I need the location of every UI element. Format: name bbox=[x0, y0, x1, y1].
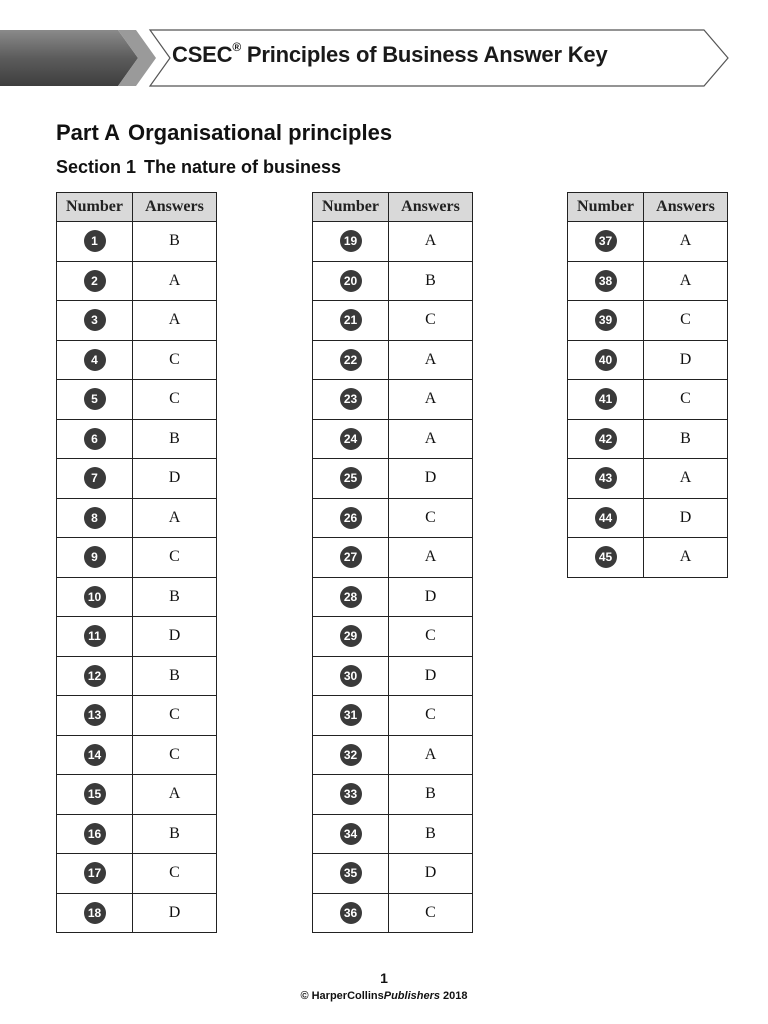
table-header-row bbox=[568, 193, 728, 222]
answer-cell: A bbox=[389, 222, 473, 262]
table-row bbox=[313, 656, 473, 696]
question-number-cell bbox=[57, 301, 133, 341]
question-number-badge: 16 bbox=[84, 823, 106, 845]
question-number-cell bbox=[313, 340, 389, 380]
table-row bbox=[313, 222, 473, 262]
table-row bbox=[57, 340, 217, 380]
question-number-badge: 30 bbox=[340, 665, 362, 687]
question-number-cell bbox=[313, 577, 389, 617]
table-row bbox=[313, 459, 473, 499]
copyright: © HarperCollinsPublishers 2018 bbox=[300, 990, 468, 1002]
table-row bbox=[568, 538, 728, 578]
answer-cell: A bbox=[133, 261, 217, 301]
question-number-cell bbox=[57, 459, 133, 499]
question-number-cell bbox=[313, 301, 389, 341]
table-row bbox=[57, 380, 217, 420]
column-header-number: Number bbox=[57, 193, 133, 222]
answer-cell: A bbox=[644, 261, 728, 301]
answer-table-1 bbox=[56, 192, 217, 933]
table-row bbox=[568, 261, 728, 301]
answer-cell: C bbox=[389, 617, 473, 657]
answer-cell: C bbox=[389, 301, 473, 341]
table-row bbox=[313, 696, 473, 736]
answer-cell: B bbox=[644, 419, 728, 459]
question-number-badge: 11 bbox=[84, 625, 106, 647]
question-number-cell bbox=[57, 538, 133, 578]
answer-cell: A bbox=[389, 380, 473, 420]
question-number-badge: 23 bbox=[340, 388, 362, 410]
part-heading bbox=[56, 120, 400, 146]
table-row bbox=[313, 814, 473, 854]
question-number-cell bbox=[313, 538, 389, 578]
question-number-cell bbox=[313, 459, 389, 499]
question-number-badge: 32 bbox=[340, 744, 362, 766]
question-number-cell bbox=[313, 735, 389, 775]
question-number-cell bbox=[57, 419, 133, 459]
table-row bbox=[313, 380, 473, 420]
question-number-badge: 15 bbox=[84, 783, 106, 805]
table-row bbox=[568, 498, 728, 538]
question-number-cell bbox=[568, 261, 644, 301]
table-row bbox=[57, 696, 217, 736]
answer-table-3 bbox=[567, 192, 728, 578]
question-number-cell bbox=[568, 340, 644, 380]
answer-cell: D bbox=[644, 498, 728, 538]
answer-cell: C bbox=[133, 380, 217, 420]
answer-cell: C bbox=[389, 498, 473, 538]
question-number-badge: 26 bbox=[340, 507, 362, 529]
question-number-cell bbox=[313, 617, 389, 657]
answer-cell: C bbox=[133, 538, 217, 578]
question-number-badge: 43 bbox=[595, 467, 617, 489]
question-number-badge: 6 bbox=[84, 428, 106, 450]
answer-cell: B bbox=[133, 577, 217, 617]
question-number-cell bbox=[313, 380, 389, 420]
question-number-cell bbox=[568, 380, 644, 420]
question-number-cell bbox=[313, 775, 389, 815]
table-row bbox=[313, 419, 473, 459]
table-row bbox=[568, 340, 728, 380]
question-number-cell bbox=[57, 617, 133, 657]
question-number-cell bbox=[313, 893, 389, 933]
answer-cell: D bbox=[133, 893, 217, 933]
question-number-badge: 37 bbox=[595, 230, 617, 252]
question-number-badge: 36 bbox=[340, 902, 362, 924]
table-row bbox=[57, 222, 217, 262]
question-number-badge: 7 bbox=[84, 467, 106, 489]
question-number-badge: 25 bbox=[340, 467, 362, 489]
answer-cell: A bbox=[644, 222, 728, 262]
column-header-number: Number bbox=[313, 193, 389, 222]
table-row bbox=[313, 340, 473, 380]
table-row bbox=[57, 854, 217, 894]
question-number-badge: 24 bbox=[340, 428, 362, 450]
table-row bbox=[57, 814, 217, 854]
answer-cell: C bbox=[644, 380, 728, 420]
column-header-answers: Answers bbox=[133, 193, 217, 222]
answer-cell: D bbox=[133, 459, 217, 499]
table-row bbox=[57, 775, 217, 815]
question-number-cell bbox=[313, 498, 389, 538]
question-number-badge: 20 bbox=[340, 270, 362, 292]
table-header-row bbox=[57, 193, 217, 222]
table-row bbox=[568, 222, 728, 262]
question-number-cell bbox=[313, 696, 389, 736]
page-number: 1 bbox=[380, 970, 388, 986]
section-label: Section 1 bbox=[56, 157, 137, 177]
question-number-cell bbox=[57, 656, 133, 696]
question-number-cell bbox=[57, 380, 133, 420]
table-row bbox=[313, 735, 473, 775]
question-number-badge: 35 bbox=[340, 862, 362, 884]
part-title: Organisational principles bbox=[127, 120, 393, 145]
answer-cell: B bbox=[389, 261, 473, 301]
question-number-cell bbox=[313, 854, 389, 894]
column-header-answers: Answers bbox=[389, 193, 473, 222]
table-row bbox=[313, 301, 473, 341]
column-header-answers: Answers bbox=[644, 193, 728, 222]
answer-cell: A bbox=[133, 498, 217, 538]
question-number-cell bbox=[568, 498, 644, 538]
question-number-cell bbox=[313, 656, 389, 696]
answer-cell: B bbox=[133, 419, 217, 459]
answer-cell: A bbox=[644, 538, 728, 578]
question-number-cell bbox=[57, 735, 133, 775]
question-number-cell bbox=[57, 498, 133, 538]
table-row bbox=[57, 617, 217, 657]
question-number-badge: 44 bbox=[595, 507, 617, 529]
question-number-cell bbox=[313, 261, 389, 301]
answer-table-2 bbox=[312, 192, 473, 933]
answer-cell: C bbox=[389, 893, 473, 933]
question-number-badge: 28 bbox=[340, 586, 362, 608]
question-number-cell bbox=[57, 577, 133, 617]
question-number-badge: 3 bbox=[84, 309, 106, 331]
answer-cell: C bbox=[133, 696, 217, 736]
answer-cell: D bbox=[133, 617, 217, 657]
answer-cell: C bbox=[389, 696, 473, 736]
table-row bbox=[313, 893, 473, 933]
table-row bbox=[313, 538, 473, 578]
question-number-cell bbox=[568, 222, 644, 262]
question-number-cell bbox=[57, 340, 133, 380]
table-row bbox=[568, 380, 728, 420]
table-row bbox=[57, 735, 217, 775]
question-number-cell bbox=[57, 222, 133, 262]
table-row bbox=[313, 854, 473, 894]
answer-cell: A bbox=[389, 340, 473, 380]
question-number-badge: 29 bbox=[340, 625, 362, 647]
question-number-badge: 1 bbox=[84, 230, 106, 252]
question-number-badge: 45 bbox=[595, 546, 617, 568]
question-number-badge: 14 bbox=[84, 744, 106, 766]
table-row bbox=[313, 498, 473, 538]
question-number-cell bbox=[57, 696, 133, 736]
question-number-badge: 42 bbox=[595, 428, 617, 450]
answer-cell: B bbox=[133, 814, 217, 854]
table-header-row bbox=[313, 193, 473, 222]
answer-cell: C bbox=[133, 340, 217, 380]
table-row bbox=[57, 577, 217, 617]
question-number-cell bbox=[313, 222, 389, 262]
question-number-badge: 38 bbox=[595, 270, 617, 292]
answer-cell: D bbox=[389, 854, 473, 894]
table-row bbox=[568, 459, 728, 499]
table-row bbox=[568, 301, 728, 341]
column-header-number: Number bbox=[568, 193, 644, 222]
question-number-cell bbox=[568, 301, 644, 341]
answer-cell: A bbox=[389, 419, 473, 459]
question-number-cell bbox=[568, 419, 644, 459]
question-number-badge: 22 bbox=[340, 349, 362, 371]
table-row bbox=[57, 261, 217, 301]
question-number-badge: 17 bbox=[84, 862, 106, 884]
table-row bbox=[313, 577, 473, 617]
question-number-badge: 18 bbox=[84, 902, 106, 924]
section-heading bbox=[56, 157, 349, 178]
table-row bbox=[57, 656, 217, 696]
question-number-cell bbox=[57, 775, 133, 815]
answer-cell: D bbox=[389, 656, 473, 696]
question-number-cell bbox=[568, 459, 644, 499]
question-number-badge: 19 bbox=[340, 230, 362, 252]
answer-cell: C bbox=[644, 301, 728, 341]
question-number-badge: 12 bbox=[84, 665, 106, 687]
part-label: Part A bbox=[56, 120, 120, 145]
header-banner bbox=[0, 28, 768, 88]
question-number-badge: 5 bbox=[84, 388, 106, 410]
answer-cell: C bbox=[133, 735, 217, 775]
question-number-cell bbox=[57, 261, 133, 301]
question-number-badge: 21 bbox=[340, 309, 362, 331]
question-number-cell bbox=[568, 538, 644, 578]
question-number-badge: 31 bbox=[340, 704, 362, 726]
table-row bbox=[313, 261, 473, 301]
question-number-cell bbox=[57, 893, 133, 933]
question-number-badge: 13 bbox=[84, 704, 106, 726]
answer-cell: B bbox=[133, 222, 217, 262]
question-number-cell bbox=[313, 419, 389, 459]
table-row bbox=[313, 775, 473, 815]
question-number-badge: 9 bbox=[84, 546, 106, 568]
answer-cell: A bbox=[133, 301, 217, 341]
question-number-cell bbox=[57, 814, 133, 854]
section-title: The nature of business bbox=[144, 157, 342, 177]
answer-cell: A bbox=[133, 775, 217, 815]
answer-cell: C bbox=[133, 854, 217, 894]
table-row bbox=[57, 419, 217, 459]
answer-cell: D bbox=[389, 577, 473, 617]
question-number-badge: 10 bbox=[84, 586, 106, 608]
question-number-badge: 39 bbox=[595, 309, 617, 331]
table-row bbox=[57, 301, 217, 341]
question-number-badge: 33 bbox=[340, 783, 362, 805]
question-number-badge: 27 bbox=[340, 546, 362, 568]
table-row bbox=[57, 498, 217, 538]
table-row bbox=[57, 893, 217, 933]
question-number-badge: 4 bbox=[84, 349, 106, 371]
question-number-badge: 2 bbox=[84, 270, 106, 292]
question-number-badge: 40 bbox=[595, 349, 617, 371]
table-row bbox=[313, 617, 473, 657]
table-row bbox=[568, 419, 728, 459]
question-number-badge: 8 bbox=[84, 507, 106, 529]
question-number-cell bbox=[313, 814, 389, 854]
answer-cell: A bbox=[389, 735, 473, 775]
answer-cell: B bbox=[389, 775, 473, 815]
answer-cell: D bbox=[389, 459, 473, 499]
table-row bbox=[57, 459, 217, 499]
answer-cell: A bbox=[644, 459, 728, 499]
question-number-cell bbox=[57, 854, 133, 894]
answer-cell: B bbox=[389, 814, 473, 854]
answer-cell: B bbox=[133, 656, 217, 696]
answer-cell: D bbox=[644, 340, 728, 380]
table-row bbox=[57, 538, 217, 578]
question-number-badge: 41 bbox=[595, 388, 617, 410]
question-number-badge: 34 bbox=[340, 823, 362, 845]
page-title: CSEC® Principles of Business Answer Key bbox=[172, 40, 608, 67]
answer-cell: A bbox=[389, 538, 473, 578]
